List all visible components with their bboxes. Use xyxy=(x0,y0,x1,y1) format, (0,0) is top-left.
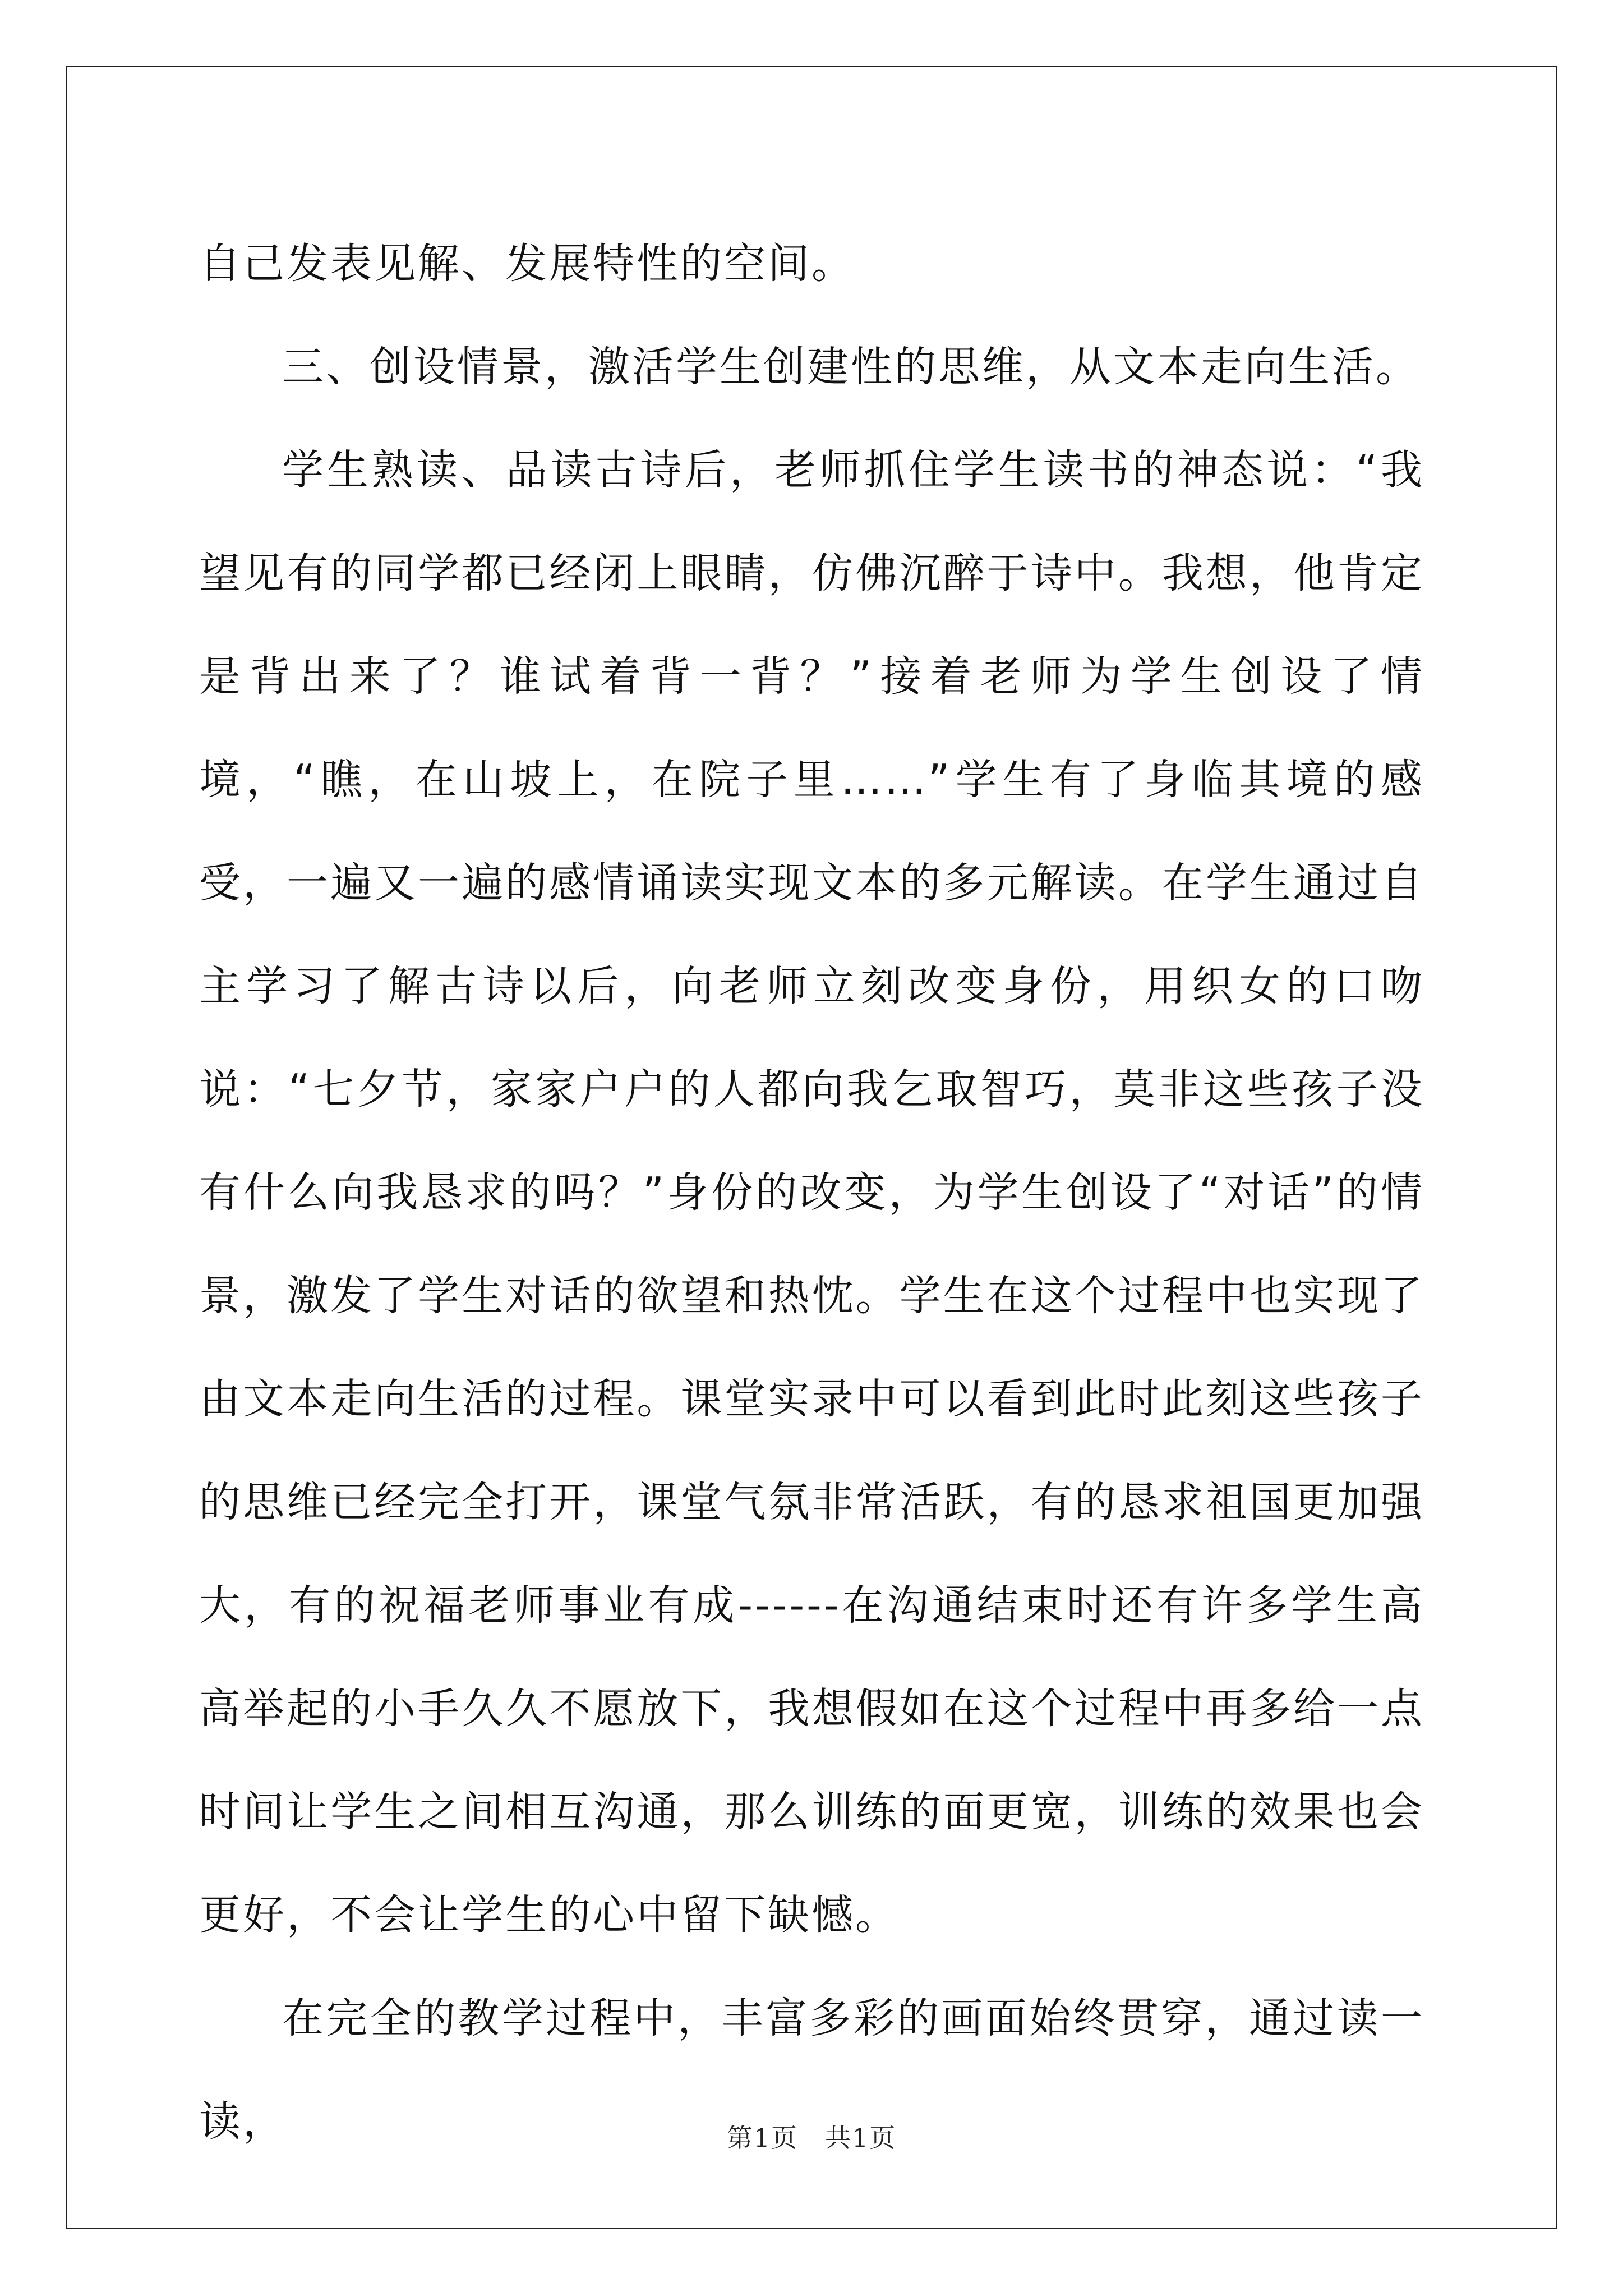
paragraph-1: 自己发表见解、发展特性的空间。 xyxy=(199,240,855,288)
paragraph-4: 在完全的教学过程中，丰富多彩的画面始终贯穿，通过读一读， xyxy=(199,1994,1424,2146)
page-footer: 第1页 共1页 xyxy=(726,2123,897,2153)
paragraph-3: 学生熟读、品读古诗后，老师抓住学生读书的神态说：“我望见有的同学都已经闭上眼睛，仿佛沉醉于诗中。我想，他肯定是背出来了？谁试着背一背？”接着老师为学生创设了情境，“瞧，在山坡上，在院子里……”学生有了身临其境的感受，一遍又一遍的感情诵读实现文本的多元解读。在学生通过自主学习了解古诗以后，向老师立刻改变身份，用织女的口吻说：“七夕节，家家户户的人都向我乞取智巧，莫非这些孩子没有什么向我恳求的吗？”身份的改变，为学生创设了“对话”的情景，激发了学生对话的欲望和热忱。学生在这个过程中也实现了由文本走向生活的过程。课堂实录中可以看到此时此刻这些孩子的思维已经完全打开，课堂气氛非常活跃，有的恳求祖国更加强大，有的祝福老师事业有成------在沟通结束时还有许多学生高高举起的小手久久不愿放下，我想假如在这个过程中再多给一点时间让学生之间相互沟通，那么训练的面更宽，训练的效果也会更好，不会让学生的心中留下缺憾。 xyxy=(199,446,1424,1939)
document-body xyxy=(199,212,1424,2173)
paragraph-2: 三、创设情景，激活学生创建性的思维，从文本走向生活。 xyxy=(282,343,1419,391)
